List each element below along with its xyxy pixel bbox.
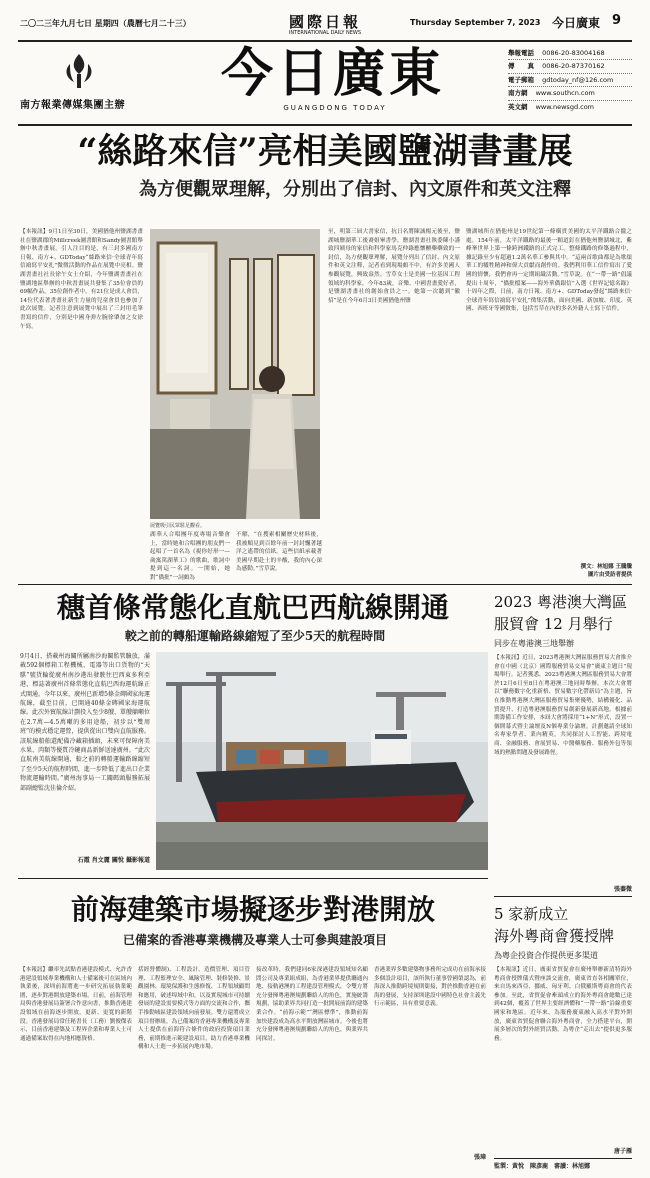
story2-headline: 穗首條常態化直航巴西航線開通 xyxy=(56,591,449,624)
contact-row xyxy=(508,87,632,100)
side2-body: 【本報訊】近日，廣東省貿促會在廣州舉辦新清特海外粵商會授牌儀式暨座談交流會，廣東省直各相關單位，來自馬來西亞、挪威、匈牙利、白俄羅斯粵商會的代表參加。至此，省貿促會牽頭成立的海外粵商會總數已達到42個，覆蓋了世界主要經濟體和“一帶一路”沿線重要國家和地區。近年來，為服務廣東融入高水平對外開放，廣東省貿促會聯合海外粵商會，全力搭建平台，開展多層次的對外經貿活動，為粵企“走出去”提供更多服務。 xyxy=(494,967,632,1042)
side2-headline-line1: 5 家新成立 xyxy=(494,905,569,923)
story1-col1: 【本報訊】9月1日至30日，美國猶他州鹽湖書畫社在鹽湖郡的Millcreek圖書館和Sandy圖書館舉辦中秋書畫展。引人注目的是，有三封多國南方日報、南方+、GDToday“絲路來信·全球青年寫信鴻寫平安扎”微徵活動的作品在展覽中亮相。鹽湖書畫社社長徐午女士介紹，今年鹽湖書畫社在鹽湖地區舉辦的中秋書畫展共發集了35位會員的69幅作品，35位創作者中，有21位是成人會員，14位代表著書畫社新生力量的兒童會員也參加了此次展覽。記者注意到展覽中展出了三封用毛筆書寫的信件，分別是中國身弹左腕徐肇加之女徐午寫。 xyxy=(20,229,143,330)
story2-subhead: 較之前的轉船運輸路線縮短了至少5天的航程時間 xyxy=(124,629,386,643)
footer-editor-line: 監製：黃悅 陳彥鹿 審讀：林旭娜 xyxy=(494,1163,591,1170)
exhibition-photo-image xyxy=(150,229,320,519)
page-number: 9 xyxy=(612,13,622,28)
nanfang-logo-icon xyxy=(58,50,100,92)
story1-col2b: 至，明第三屆大書家信，抗日名將陳誠楊元後至，鹽湖城鹽湖華工後裔姐畢書學。鹽湖書畫社執委陳小謹致四姨母的家信和科學家馬克仲錄應懷櫃藥藥致的一封信，為方便觀眾理解，展覽分列出了信封、內文原件和英文注釋，記者看到現場頗不中，有許多美國人参觀展覽，興致盎然。雪草女士是美國一位基因工程領域的科學家，今年83歲，音樂、中國書畫愛好者，是鹽湖書畫社的創始會員之一。她第一次聽到“徽招”是在今年6月3日美國猶他州鹽 xyxy=(328,229,460,304)
story3-headline: 前海建築市場擬逐步對港開放 xyxy=(70,893,435,926)
story2-body: 9月4日，搭載州海關所屬南沙海關監管驗放，滿載592個標箱工程機械、電器等出口貨物的“天騏”號貨輪從廣州南沙港出發駛往巴西東多利亞港，標誌著廣州首條常態化直航巴西海運航線正式開通。今年以來，廣州已新增5條金磚國家海運航線，截至目前，已開通40條金磚國家海運航線。此次外貿航線計劃投入至少8艘、單艘艙噸位在2.7萬—4.5萬噸的多用途船，初步以“雙周班”的模式穩定運營，提供從出口雙向直航服務。該航線船舶還配備冷藏箱插頭，未來可保障南美水果、肉類等優質冷鏈商品新鮮送達廣州。“此次直航南美航線開通，較之前的轉船運輸路線縮短了至少5天的航程時間，進一步降低了進出口企業物流運輸時間。”廣州海事局一工關碼頭服務拓展部副總監沈佳倫介紹。 xyxy=(20,653,150,792)
story2-photo xyxy=(156,652,488,870)
paper-name-en: INTERNATIONAL DAILY NEWS xyxy=(288,30,362,36)
story1-headline: “絲路來信”亮相美國鹽湖書畫展 xyxy=(77,131,573,172)
side2-credit: 唐子雁 xyxy=(613,1148,632,1155)
story3-col3: 接改革時，我們建同6家深港建設領域知名顧問公司及專業組成組，為香港業界提供聯通內地、接軌港澳的工程建設管理模式，令雙方將充分發揮粵港澳規劃聯絡人的角色，實施統籌規劃，協助業界共同打造一批開展前海的建築業合作。“前海示範”“灣區標準”，推動前海加快建設成為高水平開放灣區城市。今後也將充分發揮粵港澳規劃聯絡人的角色，與業界共同探討。 xyxy=(256,967,368,1042)
story1-photo xyxy=(150,229,320,519)
paper-name: 國際日報 xyxy=(288,13,361,31)
story1-col5: 鹽湖城所在猶他州是19世紀第一條橫貫美國的太平洋鐵路合攏之處。154年前，太平洋鐵路的最後一顆道釘在猶他州鹽湖城北，紫峰峯世界上第一條跨洲鐵路的正式完工。整條鐵路的修築過程中，據記錄至少有超過1.2萬名華工參與其中。“這兩首歌曲都是為歌頌華工的犧牲精神和偉大貢獻而創作的。我們利用華工信件寫出了愛國的情懷，我們會再一定期組織活動。”雪草說。在“一帶一路”倡議提出十周年，“僑批檔案——海外華僑銀信”入選《世界記憶名錄》十周年之際，日前，南方日報、南方+、GDToday發起“絲路來信·全球青年寫信鴻寫平安扎”徵集活動，面向美國、新加坡、印度、英國、西班牙等國徵集，包括雪草在內的多名外籍人士寫下信件。 xyxy=(466,229,632,313)
section-name: 今日廣東 xyxy=(552,16,601,30)
contact-row xyxy=(508,101,632,113)
contact-label: 英文網 xyxy=(508,102,528,111)
side1-credit: 張蓁微 xyxy=(613,886,632,893)
contact-row xyxy=(508,60,632,73)
contact-value: www.newsgd.com xyxy=(535,102,595,111)
story1-subhead: 為方便觀眾理解，分別出了信封、內文原件和英文注釋 xyxy=(139,179,571,200)
publisher-line: 南方報業傳媒集團主辦 xyxy=(20,100,125,111)
side1-subhead: 同步在粵港澳三地舉辦 xyxy=(494,639,574,648)
story3-subhead: 已備案的香港專業機構及專業人士可參與建設項目 xyxy=(122,933,387,947)
side1-body: 【本報訊】近日，2023粵港澳大灣區服務貿易大會推介會在中國（北京）國際服務貿易交易會“廣東主題日”現場舉行。記者獲悉，2023粵港澳大灣區服務貿易大會將於12月6日至8日在粵港澳三地同時舉辦。本次大會將以“聯務數字化重新格、貿易數字化帶新局”為主題，旨在推動粵港澳大灣區服務貿易集聚優勢，結構優化、品質提升，打造粵港澳服務貿易創新發展新高地。根據前期籌備工作安排，本屆大會將採用“1+N”形式，設置一個開幕式暨主論壇及N個專業分論壇。計劃邀請全球知名專家學者、業內精英，共同探討人工智能、跨境電商、金融服務、會展貿易、中醫藥服務、服務外包等領域的熱點問題及發展路徑。 xyxy=(494,655,632,756)
contact-value: gdtoday_nf@126.com xyxy=(542,75,614,84)
contact-row xyxy=(508,47,632,60)
story1-credit: 撰文：林旭娜 王騰騰 圖片由受訪者提供 xyxy=(580,564,632,578)
contact-value: 0086-20-87370162 xyxy=(542,62,605,71)
side1-headline-line2: 服貿會 12 月舉行 xyxy=(494,615,613,633)
contacts-box xyxy=(508,47,632,111)
cargo-ship-photo-image xyxy=(156,652,488,870)
story1-col4: 不解，“在搜索相關歷史材料後，我被順見到百餘年前一封封飄著越洋之遙帶的信紙。這些信紙承載著美國早期赴土的辛酸，我的內心深為感動。”雪草說。 xyxy=(236,532,322,573)
contact-label: 傳 真 xyxy=(508,62,534,71)
masthead-big-title-en: GUANGDONG TODAY xyxy=(283,104,387,112)
contact-label: 舉報電話 xyxy=(508,49,534,57)
top-date-en: Thursday September 7, 2023 xyxy=(410,18,541,27)
contact-label: 南方網 xyxy=(508,89,528,98)
contact-row xyxy=(508,74,632,87)
side1-headline-line1: 2023 粵港澳大灣區 xyxy=(494,593,627,611)
story3-col1: 【本報訊】繼率先試點香港建設模式、允許香港建設領域專業機構和人士備案後可在區域內執業後，深圳前海將進一步研究拓展執業範圍，逐步對港開放建築市場。日前，前海管理局與香港發展局簽署合作意向書，推動香港建設領域在前海逐步開放，更新、更寬的新階段。香港發展局常任秘書長（工務）劉俊傑表示，目前香港建築及工程界企業和專業人士可通過備案取得在內地相應資格。 xyxy=(20,967,132,1042)
story3-credit: 張璋 xyxy=(473,1154,486,1161)
contact-label: 電子郵箱 xyxy=(508,75,534,84)
story2-credit: 石霞 肖文麗 關悅 攝影報道 xyxy=(77,857,150,864)
story3-col4: 香港業界多數建築物事務所完成功在前海承接多個設計項目，該所執行董事曾國榮認為，前海深入推動跨境規則銜接，對於推動香港在前海的發展，支持深圳建設中國特色社會主義先行示範區，具有重要意義。 xyxy=(374,967,486,1008)
side2-subhead: 為粵企投資合作提供更多渠道 xyxy=(494,951,598,960)
side2-headline-line2: 海外粵商會獲授牌 xyxy=(494,927,615,945)
top-date: 二〇二三年九月七日 星期四（農曆七月二十三） xyxy=(20,19,191,28)
story3-col2: 括經營體制)、工程設計、造價管理、項目管理、工程監理安全、風險管理、裝修裝修、景觀園林、環境保護和生態修復、工程領域顧問和應用，破述埠域中和，以及實現城市可持續發展的建設需要模式等方面的交流和合作，攜手推動城區建設領域向前發展。雙方還將成立項目督辦組，為已備案的香港專業機構及專業人士提供在前海符合條件的政府投資項目業務，前期推進示範建設項目，助力香港專業機構和人士進一步拓展內地市場。 xyxy=(138,967,250,1051)
contact-value: www.southcn.com xyxy=(535,89,595,98)
contact-value: 0086-20-83004168 xyxy=(542,49,605,57)
story1-col3: 湖華人合唱團年度專場音樂會上，當時她和合唱團的朋友們一起唱了一首名為《視你好形一—歲寓篤湖華工》的歌曲，歌詞中提到這一名詞。一開始，她對“僑批”一詞頗為 xyxy=(150,532,230,581)
story1-caption: 展覽吸引民眾駐足觀看。 xyxy=(150,523,206,529)
masthead-big-title: 今日廣東 xyxy=(220,43,445,104)
